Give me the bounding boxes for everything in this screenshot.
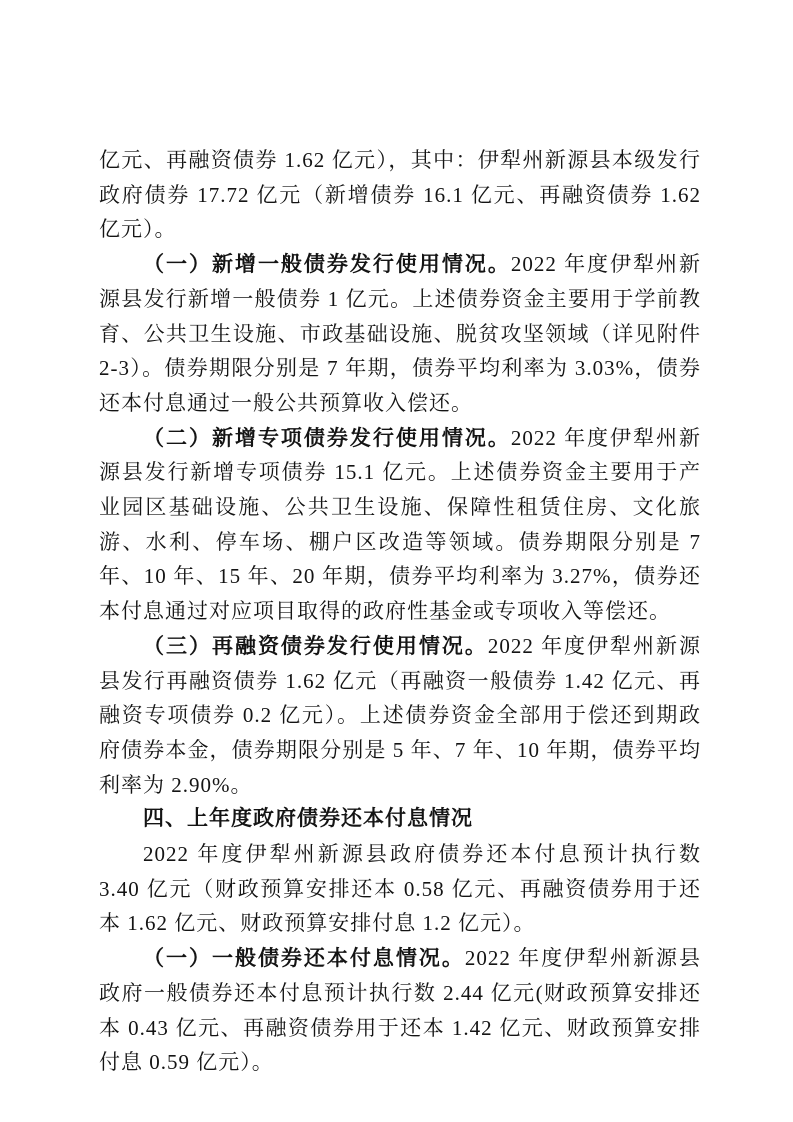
paragraph-text: 2022 年度伊犁州新源县发行新增专项债券 15.1 亿元。上述债券资金主要用于产业园区基础设施、公共卫生设施、保障性租赁住房、文化旅游、水利、停车场、棚户区改造等领域。债券期限分别是 7 年、10 年、15 年、20 年期，债券平均利率为 3.27%，债券还本付息通过对应项目取得的政府性基金或专项收入等偿还。 xyxy=(99,425,702,624)
paragraph-text: 2022 年度伊犁州新源县政府债券还本付息预计执行数 3.40 亿元（财政预算安排还本 0.58 亿元、再融资债券用于还本 1.62 亿元、财政预算安排付息 1.2 亿元）。 xyxy=(99,842,701,936)
subsection-3-title: （三）再融资债券发行使用情况。 xyxy=(143,633,488,658)
subsection-2-title: （二）新增专项债券发行使用情况。 xyxy=(143,425,511,450)
paragraph-text: 2022 年度伊犁州新源县发行新增一般债券 1 亿元。上述债券资金主要用于学前教育、公共卫生设施、市政基础设施、脱贫攻坚领域（详见附件 2-3）。债券期限分别是 7 年期，债券平均利率为 3.03%，债券还本付息通过一般公共预算收入偿还。 xyxy=(99,252,702,415)
subsection-1-paragraph xyxy=(99,247,701,421)
paragraph-text: 2022 年度伊犁州新源县发行再融资债券 1.62 亿元（再融资一般债券 1.42 亿元、再融资专项债券 0.2 亿元）。上述债券资金全部用于偿还到期政府债券本金，债券期限分别是 5 年、7 年、10 年期，债券平均利率为 2.90%。 xyxy=(99,633,701,797)
section-4-subsection-1-paragraph xyxy=(99,941,701,1080)
section-4-intro-paragraph xyxy=(99,837,701,941)
section-4-heading: 四、上年度政府债券还本付息情况 xyxy=(143,807,473,831)
subsection-2-paragraph xyxy=(99,421,701,629)
continuation-paragraph xyxy=(99,143,701,247)
paragraph-text: 亿元、再融资债券 1.62 亿元），其中：伊犁州新源县本级发行政府债券 17.72 亿元（新增债券 16.1 亿元、再融资债券 1.62 亿元）。 xyxy=(99,148,701,242)
subsection-1-title: （一）新增一般债券发行使用情况。 xyxy=(143,252,511,277)
document-body xyxy=(99,143,701,1080)
subsection-3-paragraph xyxy=(99,629,701,803)
paragraph-text: 2022 年度伊犁州新源县政府一般债券还本付息预计执行数 2.44 亿元(财政预算安排还本 0.43 亿元、再融资债券用于还本 1.42 亿元、财政预算安排付息 0.59 亿元）。 xyxy=(99,946,702,1075)
section-4-subsection-1-title: （一）一般债券还本付息情况。 xyxy=(143,946,465,971)
